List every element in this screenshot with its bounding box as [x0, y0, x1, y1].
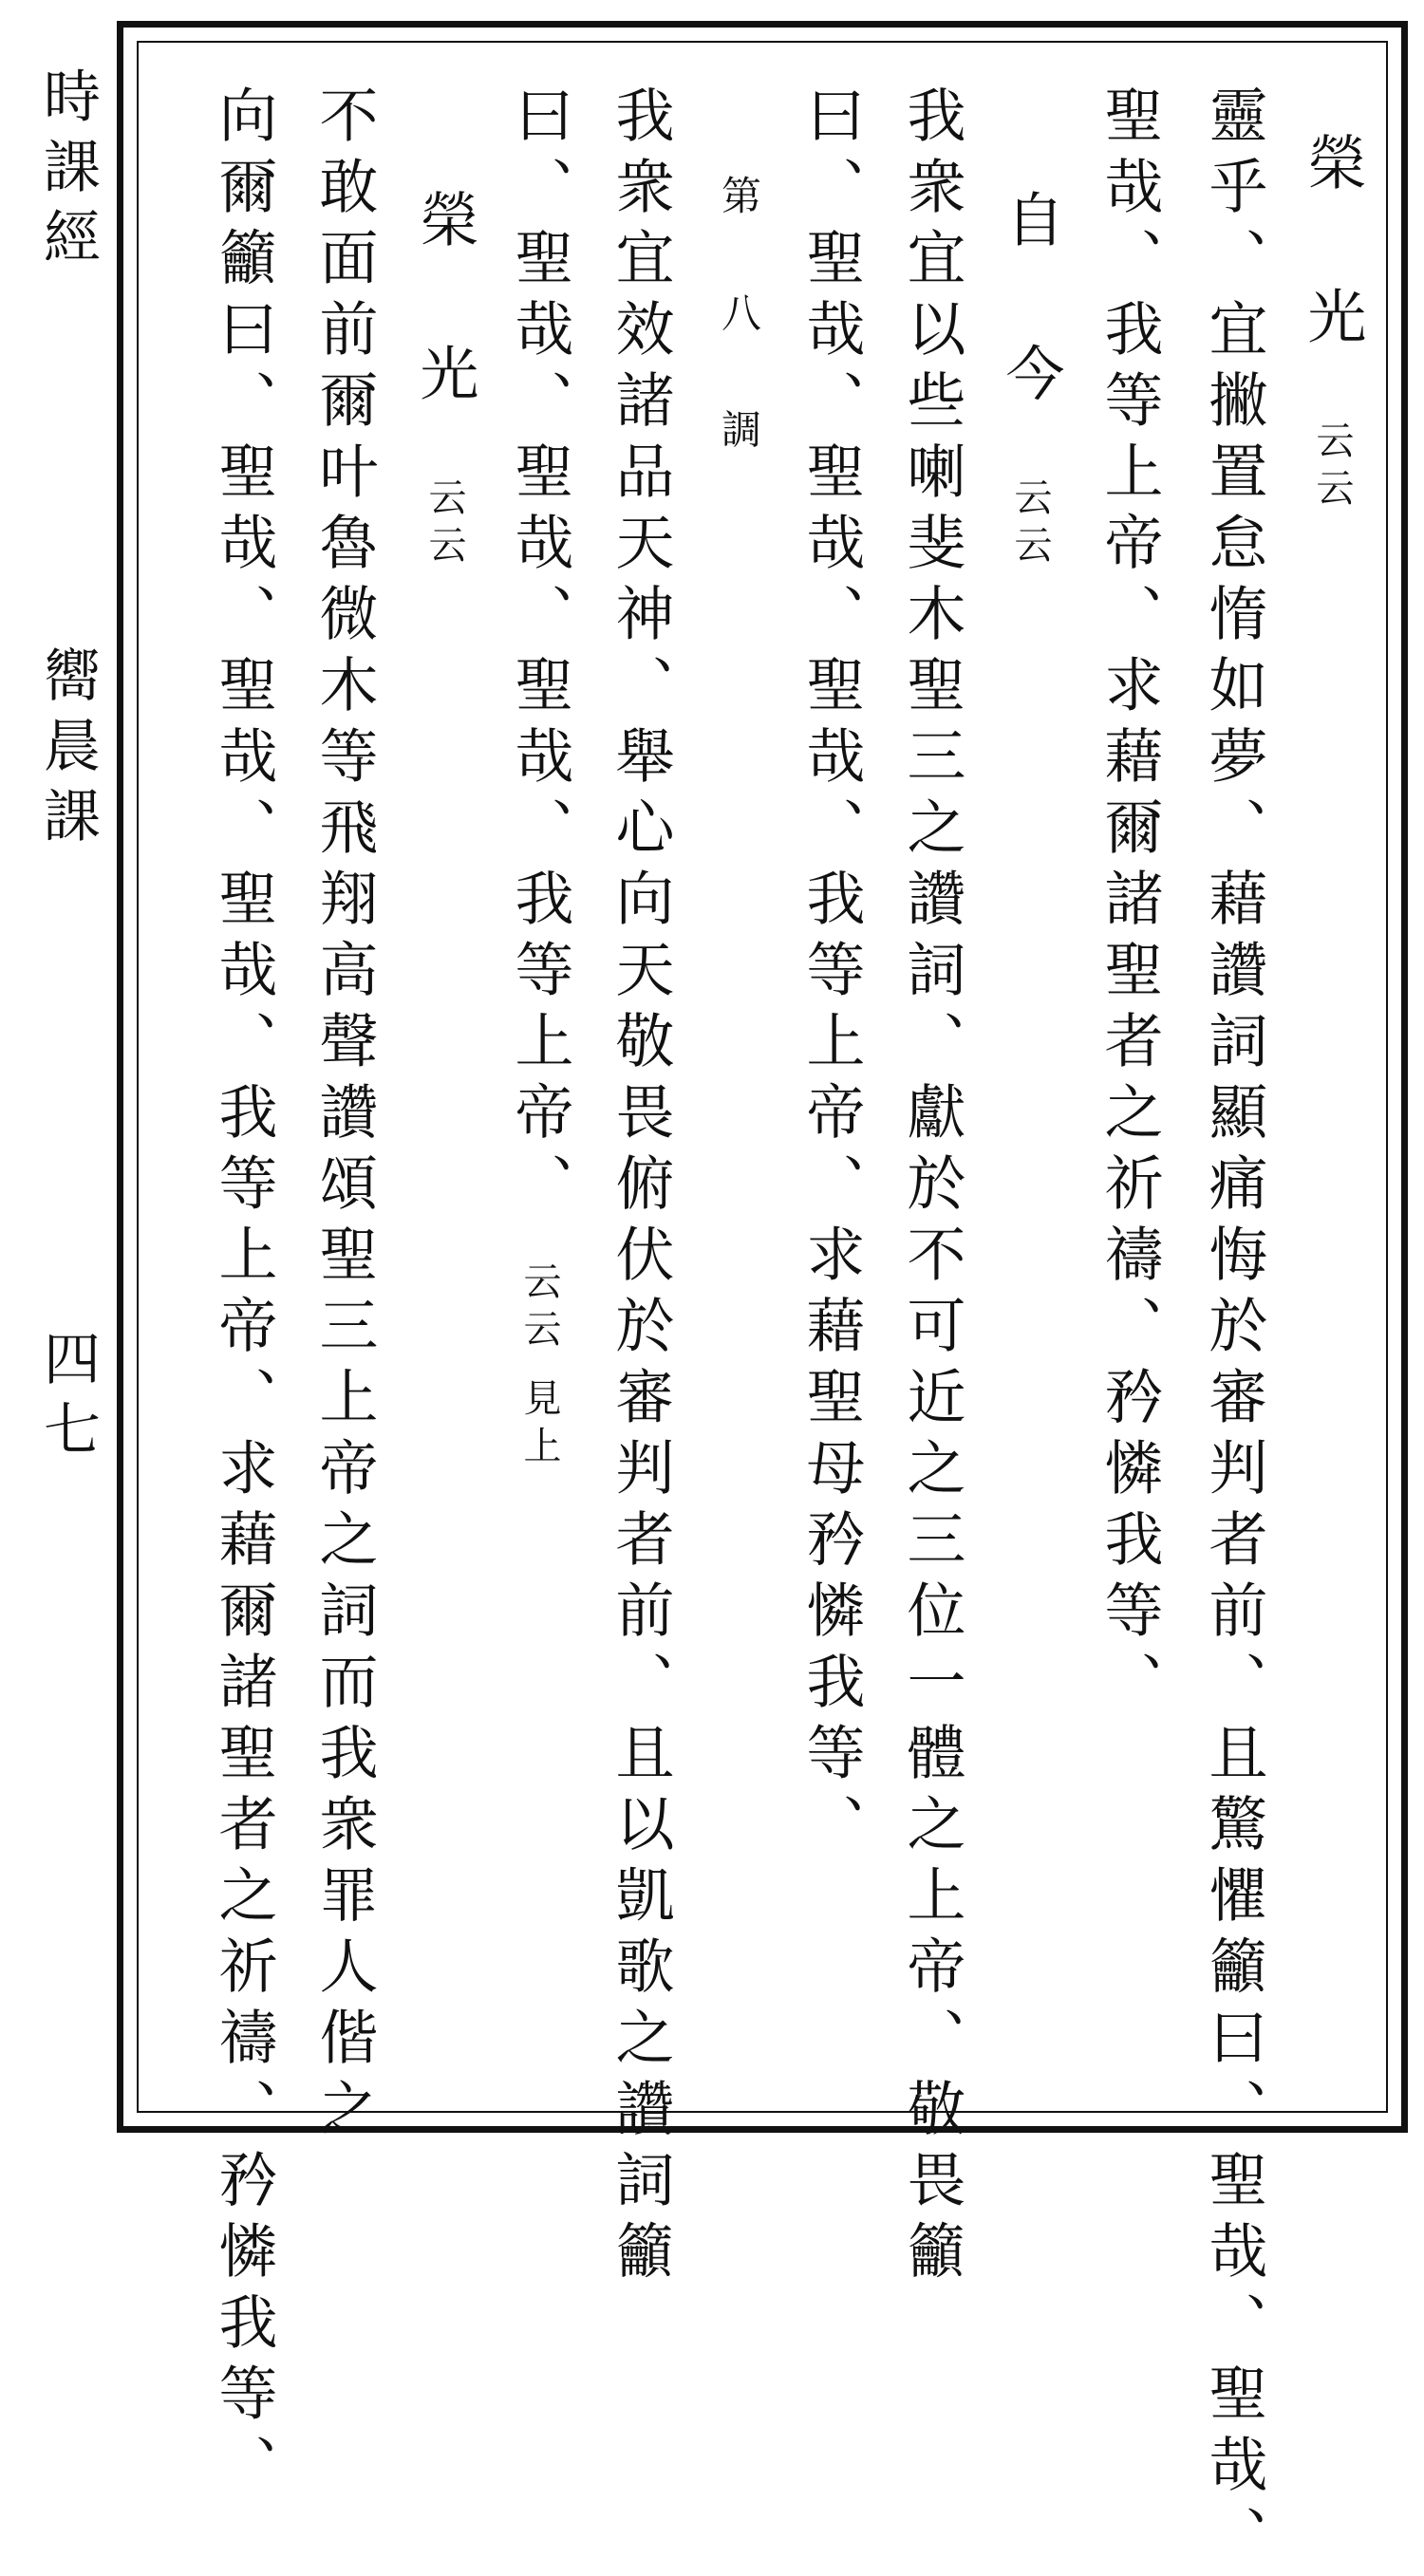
book-title: 時課經 [34, 66, 101, 277]
column-4 [984, 189, 1076, 572]
column-1 [1286, 132, 1377, 515]
tone-heading: 第 八 調 [716, 175, 762, 481]
verse-text: 我衆宜以些喇斐木聖三之讚詞、獻於不可近之三位一體之上帝、敬畏籲 [897, 84, 966, 2291]
column-6 [785, 84, 876, 1864]
verse-text: 不敢面前爾叶魯微木等飛翔高聲讚頌聖三上帝之詞而我衆罪人偕之 [309, 84, 379, 2149]
column-8 [594, 84, 685, 2291]
heading-from-now: 自 今 [996, 189, 1065, 439]
column-7 [693, 175, 784, 481]
text-frame [117, 21, 1408, 2576]
heading-glory: 榮 光 [1298, 132, 1367, 383]
section-title: 嚮晨課 [34, 645, 101, 856]
column-5 [886, 84, 977, 2291]
heading-glory: 榮 光 [410, 189, 479, 439]
verse-text: 曰、聖哉、聖哉、聖哉、我等上帝、求藉聖母矜憐我等、 [796, 84, 866, 1864]
verse-text: 曰、聖哉、聖哉、聖哉、我等上帝、 [505, 84, 574, 1223]
column-2 [1188, 84, 1279, 2576]
verse-text: 向爾籲曰、聖哉、聖哉、聖哉、我等上帝、求藉爾諸聖者之祈禱、矜憐我等、 [209, 84, 278, 2505]
column-12 [197, 84, 289, 2505]
verse-text: 我衆宜效諸品天神、舉心向天敬畏俯伏於審判者前、且以凱歌之讚詞籲 [606, 84, 675, 2291]
verse-text: 靈乎、宜撇置怠惰如夢、藉讚詞顯痛悔於審判者前、且驚懼籲曰、聖哉、聖哉、 [1199, 84, 1268, 2576]
page-number: 四七 [34, 1329, 101, 1469]
column-10 [399, 189, 490, 572]
page-margin [25, 66, 110, 2107]
verse-text: 聖哉、我等上帝、求藉爾諸聖者之祈禱、矜憐我等、 [1095, 84, 1164, 1722]
note-etc: 云云 [1310, 420, 1354, 515]
column-3 [1083, 84, 1174, 1722]
note-see-above: 云云 見上 [517, 1261, 561, 1473]
column-9 [494, 84, 585, 1473]
column-11 [298, 84, 389, 2149]
note-etc: 云云 [422, 476, 466, 572]
note-etc: 云云 [1008, 476, 1052, 572]
